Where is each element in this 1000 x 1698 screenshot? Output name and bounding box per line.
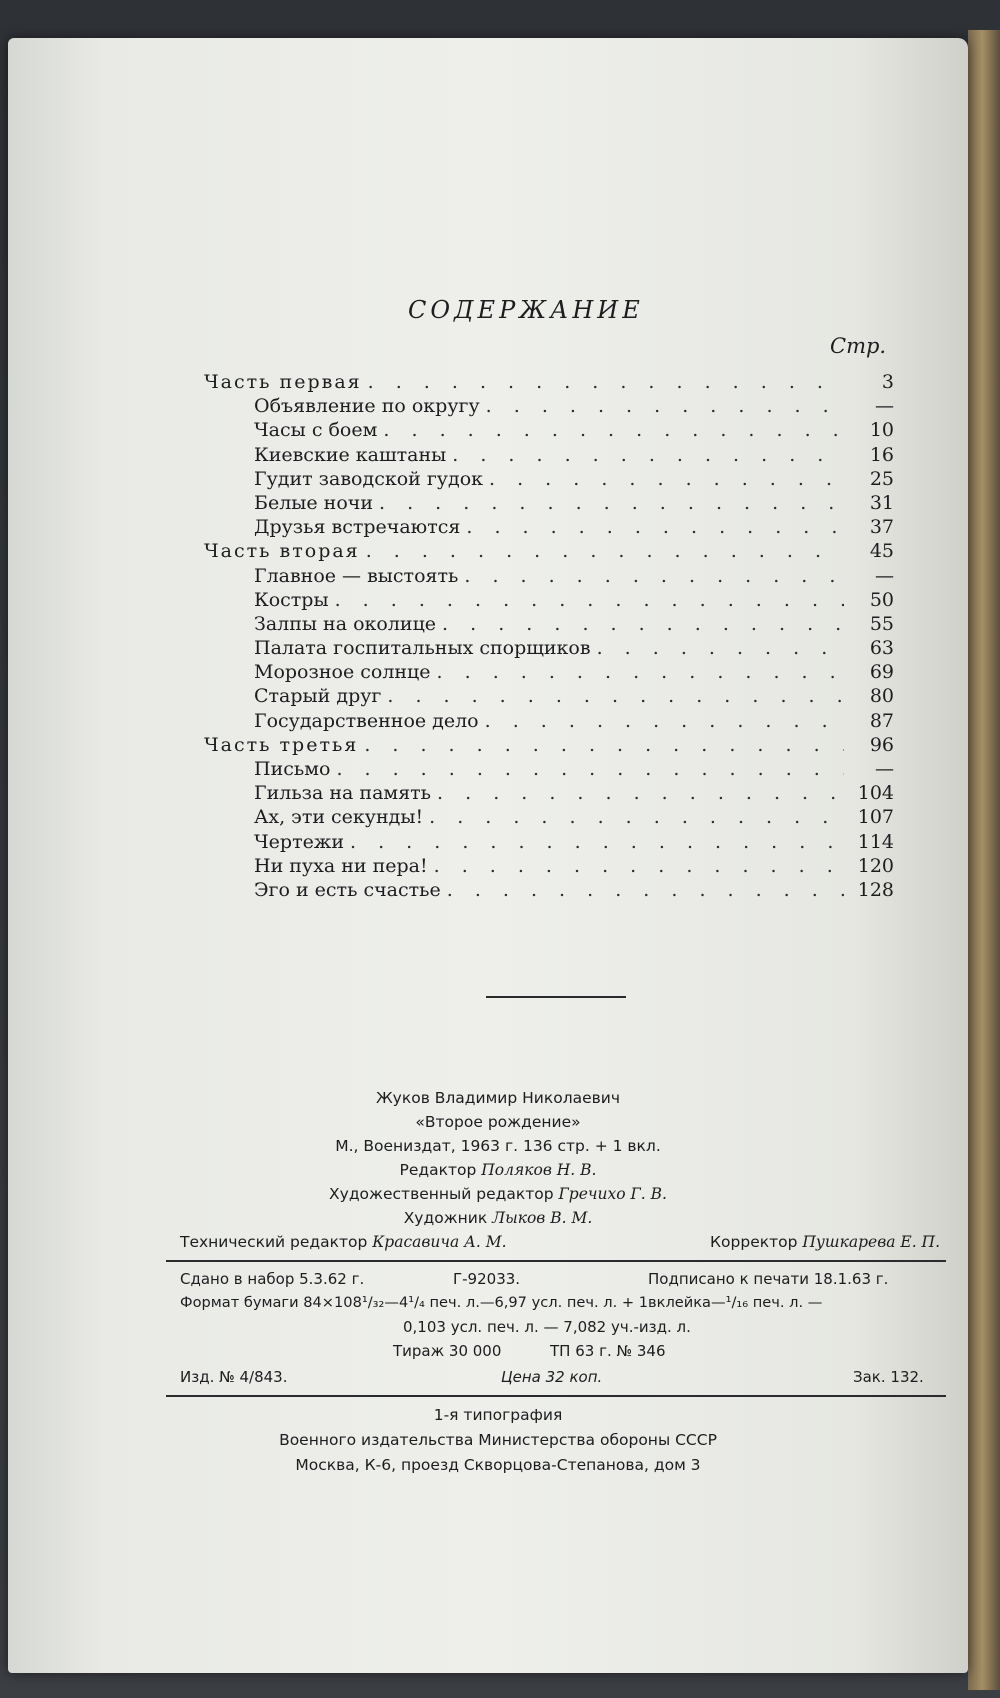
toc-dot-leader: [436, 612, 844, 636]
corrector-label: Корректор: [710, 1233, 798, 1251]
imprint-print-run: Тираж 30 000: [393, 1342, 502, 1360]
toc-chapter-row: [204, 878, 894, 902]
toc-dot-leader: [329, 588, 844, 612]
art-editor-name: Гречихо Г. В.: [558, 1185, 667, 1203]
toc-chapter-row: [204, 467, 894, 491]
editor-label: Редактор: [399, 1161, 477, 1179]
toc-entry-page: 96: [869, 733, 894, 756]
toc-entry-page: —: [875, 395, 894, 418]
toc-entry-page: 80: [869, 685, 894, 708]
imprint-publisher: М., Воениздат, 1963 г. 136 стр. + 1 вкл.: [335, 1137, 661, 1155]
toc-entry-page: 25: [869, 467, 894, 490]
artist-name: Лыков В. М.: [492, 1209, 593, 1227]
divider-line: [486, 996, 626, 998]
imprint-tp: ТП 63 г. № 346: [550, 1342, 666, 1360]
toc-entry-page: 104: [857, 782, 894, 805]
toc-part-row: [204, 370, 894, 394]
imprint-tech-editor: [180, 1233, 507, 1251]
toc-entry-page: 10: [869, 419, 894, 442]
book-page: [8, 38, 968, 1673]
imprint-order: Зак. 132.: [853, 1368, 924, 1386]
toc-entry-label: Старый друг: [254, 685, 382, 708]
toc-entry-page: 69: [869, 661, 894, 684]
toc-entry-page: 87: [869, 709, 894, 732]
editor-name: Поляков Н. В.: [481, 1161, 597, 1179]
toc-chapter-row: [204, 418, 894, 442]
imprint-format-2: 0,103 усл. печ. л. — 7,082 уч.-изд. л.: [403, 1318, 691, 1336]
imprint-code: Г-92033.: [453, 1270, 521, 1288]
toc-dot-leader: [377, 418, 844, 442]
toc-chapter-row: [204, 830, 894, 854]
tech-editor-name: Красавича А. М.: [372, 1233, 507, 1251]
toc-chapter-row: [204, 394, 894, 418]
imprint-book-title: «Второе рождение»: [415, 1113, 581, 1131]
toc-dot-leader: [428, 854, 844, 878]
toc-entry-label: Ах, эти секунды!: [254, 806, 424, 829]
imprint-submitted: Сдано в набор 5.3.62 г.: [180, 1270, 365, 1288]
toc-dot-leader: [330, 757, 844, 781]
toc-entry-label: Часть третья: [204, 733, 359, 756]
toc-entry-label: Костры: [254, 588, 329, 611]
imprint-izd: Изд. № 4/843.: [180, 1368, 288, 1386]
toc-dot-leader: [591, 636, 844, 660]
toc-entry-label: Ни пуха ни пера!: [254, 854, 428, 877]
toc-entry-page: 63: [869, 637, 894, 660]
art-editor-label: Художественный редактор: [329, 1185, 554, 1203]
toc-entry-label: Часть первая: [204, 371, 362, 393]
toc-page-column-header: Стр.: [830, 334, 887, 358]
toc-chapter-row: [204, 757, 894, 781]
toc-entry-page: 107: [857, 806, 894, 829]
toc-chapter-row: [204, 709, 894, 733]
imprint-price: Цена 32 коп.: [501, 1368, 603, 1386]
toc-dot-leader: [358, 733, 844, 757]
toc-entry-page: 50: [869, 588, 894, 611]
toc-dot-leader: [423, 805, 844, 829]
toc-entry-label: Письмо: [254, 758, 331, 780]
toc-entry-page: —: [875, 564, 894, 587]
toc-entry-page: 16: [869, 443, 894, 466]
toc-entry-page: —: [875, 758, 894, 780]
toc-chapter-row: [204, 684, 894, 708]
artist-label: Художник: [403, 1209, 488, 1227]
imprint-rule-bottom: [166, 1395, 946, 1397]
toc-chapter-row: [204, 781, 894, 805]
toc-dot-leader: [431, 781, 844, 805]
toc-entry-label: Часы с боем: [254, 419, 378, 442]
imprint-artist: [158, 1209, 838, 1227]
toc-entry-label: Киевские каштаны: [254, 443, 447, 466]
toc-entry-label: Часть вторая: [204, 540, 360, 563]
toc-entry-page: 128: [857, 878, 894, 901]
toc-entry-page: 3: [881, 371, 894, 393]
toc-entry-label: Друзья встречаются: [254, 516, 461, 539]
toc-dot-leader: [362, 370, 844, 394]
toc-entry-page: 55: [869, 612, 894, 635]
toc-part-row: [204, 539, 894, 563]
toc-chapter-row: [204, 443, 894, 467]
toc-dot-leader: [373, 491, 844, 515]
tech-editor-label: Технический редактор: [180, 1233, 368, 1251]
toc-entry-label: Гильза на память: [254, 782, 432, 805]
imprint-format: Формат бумаги 84×108¹/₃₂—4¹/₄ печ. л.—6,97 усл. печ. л. + 1вклейка—¹/₁₆ печ. л. —: [180, 1294, 823, 1311]
toc-entry-label: Гудит заводской гудок: [254, 467, 484, 490]
imprint-editor: [158, 1161, 838, 1179]
toc-chapter-row: [204, 612, 894, 636]
toc-dot-leader: [431, 660, 844, 684]
toc-list: [204, 370, 894, 902]
toc-dot-leader: [446, 443, 844, 467]
toc-dot-leader: [480, 394, 844, 418]
toc-entry-page: 31: [869, 491, 894, 514]
toc-entry-label: Объявление по округу: [254, 395, 480, 418]
toc-entry-label: Залпы на околице: [254, 612, 437, 635]
toc-dot-leader: [483, 467, 844, 491]
toc-entry-label: Государственное дело: [254, 709, 479, 732]
toc-title: СОДЕРЖАНИЕ: [408, 296, 644, 324]
toc-chapter-row: [204, 564, 894, 588]
toc-chapter-row: [204, 515, 894, 539]
imprint-rule-top: [166, 1260, 946, 1262]
imprint-signed: Подписано к печати 18.1.63 г.: [648, 1270, 889, 1288]
toc-dot-leader: [479, 709, 844, 733]
toc-entry-page: 37: [869, 516, 894, 539]
imprint-art-editor: [158, 1185, 838, 1203]
toc-dot-leader: [458, 564, 844, 588]
toc-entry-label: Морозное солнце: [254, 661, 431, 684]
toc-chapter-row: [204, 491, 894, 515]
imprint-printer-2: Военного издательства Министерства обороны СССР: [279, 1431, 717, 1449]
toc-chapter-row: [204, 588, 894, 612]
toc-dot-leader: [441, 878, 844, 902]
toc-chapter-row: [204, 854, 894, 878]
toc-entry-label: Чертежи: [254, 830, 344, 853]
imprint-printer-3: Москва, К-6, проезд Скворцова-Степанова, дом 3: [295, 1456, 701, 1474]
imprint-author: Жуков Владимир Николаевич: [375, 1089, 621, 1107]
toc-chapter-row: [204, 636, 894, 660]
toc-entry-label: Главное — выстоять: [254, 564, 459, 587]
toc-dot-leader: [360, 539, 844, 563]
toc-chapter-row: [204, 660, 894, 684]
toc-chapter-row: [204, 805, 894, 829]
toc-entry-page: 45: [869, 540, 894, 563]
imprint-credits-row: [180, 1233, 940, 1251]
toc-part-row: [204, 733, 894, 757]
toc-dot-leader: [381, 684, 844, 708]
imprint-corrector: [710, 1233, 940, 1251]
imprint-printer-1: 1-я типография: [433, 1406, 563, 1424]
book-spine: [968, 30, 1000, 1690]
toc-entry-page: 120: [857, 854, 894, 877]
toc-entry-page: 114: [857, 830, 894, 853]
corrector-name: Пушкарева Е. П.: [802, 1233, 940, 1251]
toc-entry-label: Белые ночи: [254, 491, 374, 514]
toc-entry-label: Палата госпитальных спорщиков: [254, 637, 591, 660]
toc-entry-label: Эго и есть счастье: [254, 878, 441, 901]
toc-dot-leader: [460, 515, 844, 539]
toc-dot-leader: [344, 830, 844, 854]
